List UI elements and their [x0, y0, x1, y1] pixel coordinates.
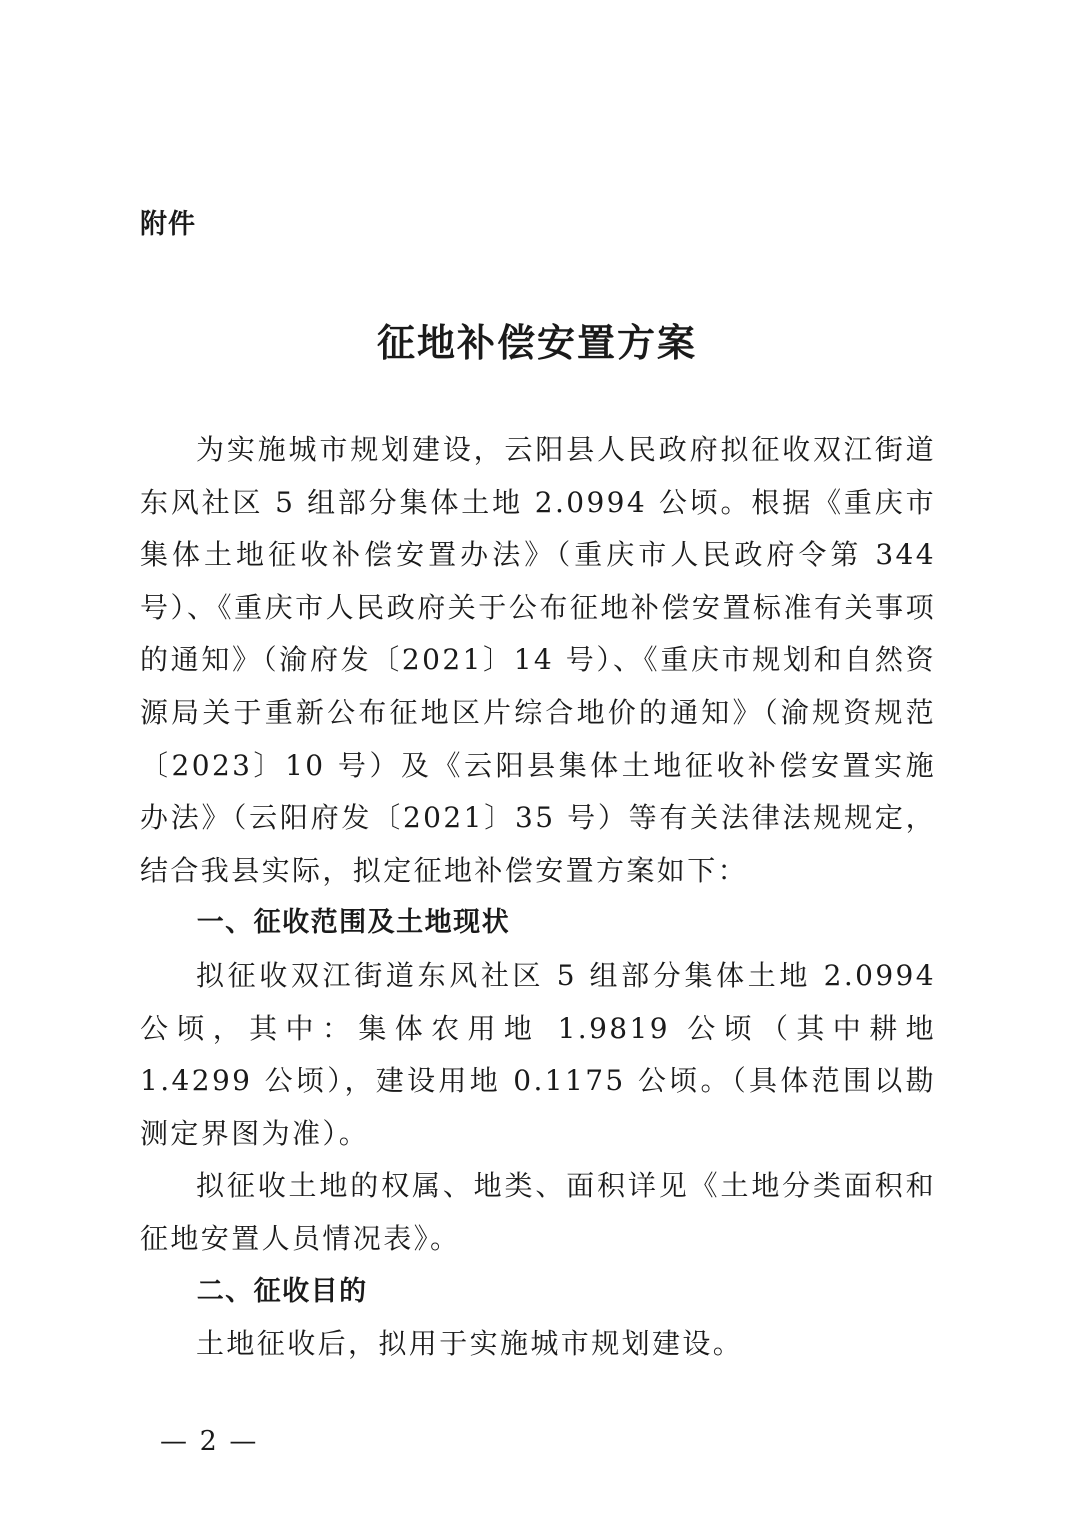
section-1-heading: 一、征收范围及土地现状 [196, 907, 511, 939]
section-2-heading: 二、征收目的 [196, 1275, 368, 1307]
section-1-paragraph-2: 拟征收土地的权属、地类、面积详见《土地分类面积和征地安置人员情况表》。 [140, 1169, 936, 1255]
section-1-paragraph-1: 拟征收双江街道东风社区 5 组部分集体土地 2.0994 公顷，其中：集体农用地 1.9819 公顷（其中耕地 1.4299 公顷），建设用地 0.1175 公顷。（具体范围以勘测定界图为准）。 [140, 958, 936, 1150]
intro-paragraph: 为实施城市规划建设，云阳县人民政府拟征收双江街道东风社区 5 组部分集体土地 2.0994 公顷。根据《重庆市集体土地征收补偿安置办法》（重庆市人民政府令第 344 号）、《重庆市人民政府关于公布征地补偿安置标准有关事项的通知》（渝府发〔2021〕14 号）、《重庆市规划和自然资源局关于重新公布征地区片综合地价的通知》（渝规资规范〔2023〕10 号）及《云阳县集体土地征收补偿安置实施办法》（云阳府发〔2021〕35 号）等有关法律法规规定，结合我县实际，拟定征地补偿安置方案如下： [140, 433, 936, 887]
section-2-paragraph-1: 土地征收后，拟用于实施城市规划建设。 [196, 1327, 744, 1361]
document-title: 征地补偿安置方案 [376, 321, 697, 365]
attachment-label: 附件 [140, 209, 196, 240]
document-body [140, 424, 936, 1371]
page-number: — 2 — [160, 1426, 259, 1457]
